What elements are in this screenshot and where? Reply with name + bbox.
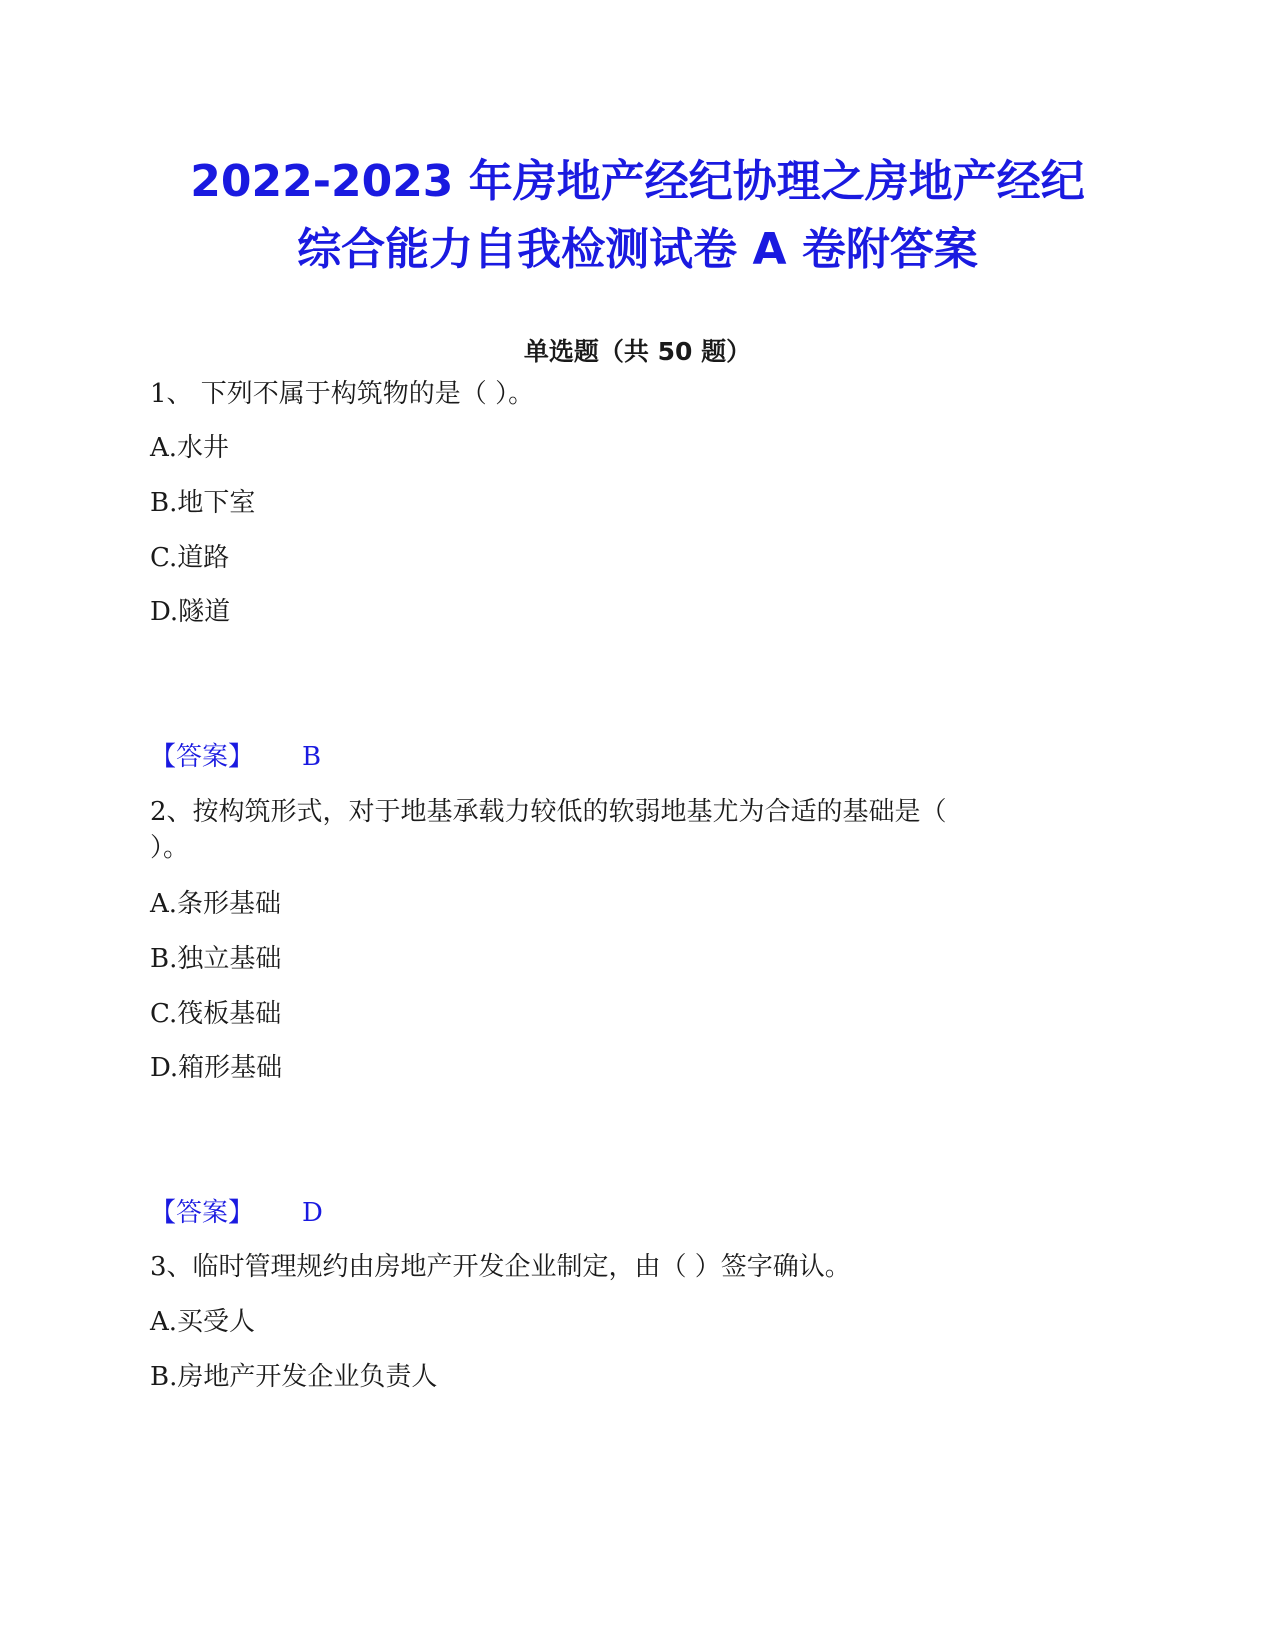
question-2-stem-line-2: ）。 — [150, 833, 190, 863]
question-2-stem-line-1: 2、按构筑形式，对于地基承载力较低的软弱地基尤为合适的基础是（ — [150, 797, 947, 827]
question-1-stem: 1、 下列不属于构筑物的是（ ）。 — [150, 379, 535, 409]
question-2-option-d: D.箱形基础 — [150, 1053, 283, 1083]
question-3-stem: 3、临时管理规约由房地产开发企业制定，由（ ）签字确认。 — [150, 1252, 851, 1282]
question-1-answer — [150, 739, 321, 775]
document-title-line-1: 2022-2023 年房地产经纪协理之房地产经纪 — [190, 156, 1085, 207]
question-2-answer — [150, 1195, 323, 1231]
answer-label: 【答案】 — [150, 742, 255, 772]
question-2-option-c: C.筏板基础 — [150, 999, 282, 1029]
question-3-option-a: A.买受人 — [150, 1307, 256, 1337]
section-heading: 单选题（共 50 题） — [523, 337, 752, 366]
question-1-option-d: D.隧道 — [150, 597, 231, 627]
question-1-option-b: B.地下室 — [150, 488, 256, 518]
question-1-option-c: C.道路 — [150, 543, 230, 573]
question-2-option-b: B.独立基础 — [150, 944, 282, 974]
question-3-option-b: B.房地产开发企业负责人 — [150, 1362, 438, 1392]
answer-value: D — [302, 1198, 323, 1228]
question-2-option-a: A.条形基础 — [150, 889, 282, 919]
question-1-option-a: A.水井 — [150, 433, 230, 463]
answer-label: 【答案】 — [150, 1198, 255, 1228]
answer-value: B — [302, 742, 322, 772]
document-title-line-2: 综合能力自我检测试卷 A 卷附答案 — [297, 224, 978, 275]
